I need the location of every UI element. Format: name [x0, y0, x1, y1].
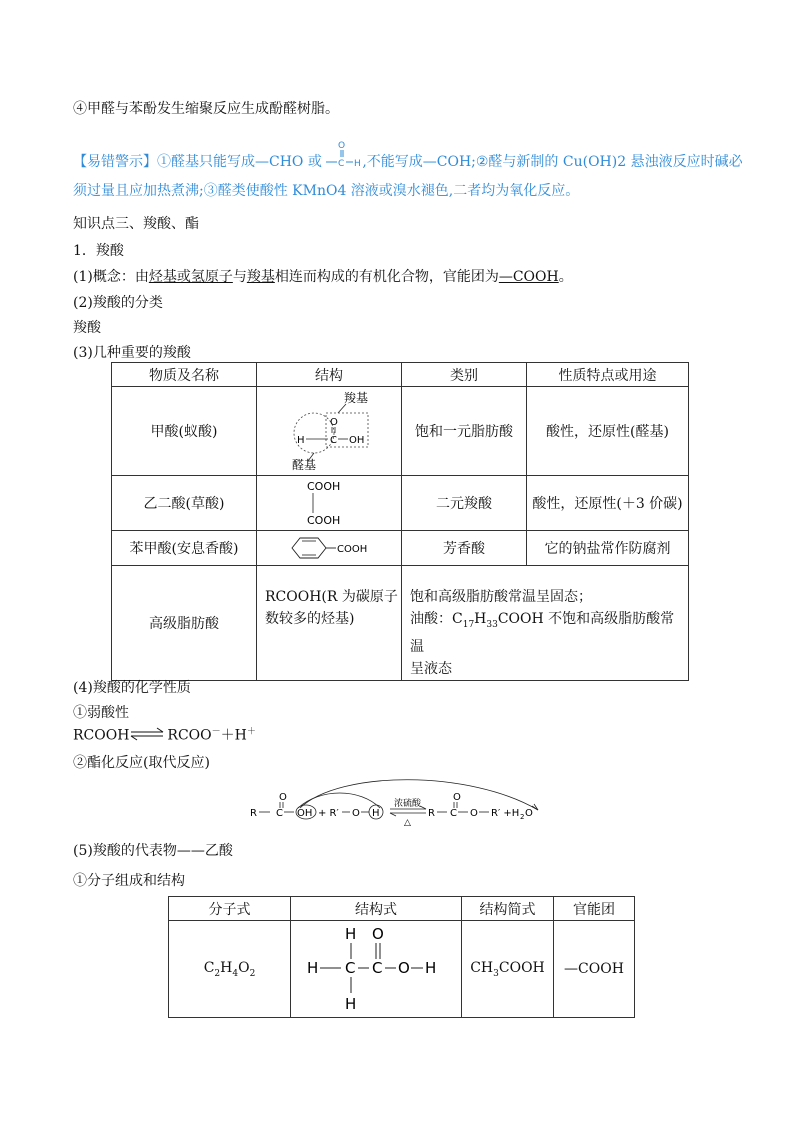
benzoic-acid-structure-diagram	[274, 533, 384, 563]
svg-text:COOH: COOH	[307, 480, 341, 493]
svg-text:R: R	[250, 808, 257, 819]
benzoic-acid-class: 芳香酸	[402, 531, 527, 566]
classification-heading: (2)羧酸的分类	[73, 295, 163, 311]
chemical-properties-heading: (4)羧酸的化学性质	[73, 680, 191, 696]
formic-acid-property: 酸性，还原性(醛基)	[527, 387, 689, 476]
svg-text:O: O	[279, 792, 287, 803]
functional-group: —COOH	[554, 921, 635, 1018]
svg-text:COOH: COOH	[337, 544, 368, 555]
table-header: 分子式	[169, 897, 291, 921]
acetic-acid-heading: (5)羧酸的代表物——乙酸	[73, 843, 233, 859]
molecular-formula: $C_2H_4O_2$	[169, 921, 291, 1018]
svg-text:H: H	[345, 925, 357, 943]
svg-text:O: O	[398, 959, 410, 977]
warning-text-2: ,不能写成—COH;②醛与新制的 Cu(OH)2 悬浊液反应时碱必	[362, 154, 743, 170]
hydrocarbyl-term: 烃基或氢原子	[148, 269, 233, 285]
svg-text:O: O	[352, 808, 360, 819]
acetic-acid-table	[168, 896, 635, 1018]
formic-acid-name: 甲酸(蚁酸)	[112, 387, 257, 476]
esterification-diagram	[250, 770, 550, 830]
svg-text:R′ +H: R′ +H	[491, 808, 520, 819]
svg-text:OH: OH	[297, 808, 313, 819]
table-header: 结构式	[291, 897, 462, 921]
structural-simple-formula: $CH_3COOH$	[462, 921, 554, 1018]
equilibrium-arrow-icon	[129, 727, 167, 741]
paragraph-phenol: ④甲醛与苯酚发生缩聚反应生成酚醛树脂。	[73, 101, 339, 117]
formic-acid-structure	[257, 387, 402, 476]
classification-item: 羧酸	[73, 320, 101, 336]
oxalic-acid-property: 酸性，还原性(＋3 价碳)	[527, 476, 689, 531]
table-header: 结构	[257, 363, 402, 387]
svg-text:R: R	[428, 808, 435, 819]
warning-line-2: 须过量且应加热煮沸;③醛类使酸性 KMnO4 溶液或溴水褪色,二者均为氧化反应。	[73, 183, 580, 199]
svg-text:C: C	[338, 159, 345, 169]
oxalic-acid-structure	[257, 476, 402, 531]
svg-text:O: O	[372, 925, 384, 943]
formic-acid-class: 饱和一元脂肪酸	[402, 387, 527, 476]
higher-fatty-acid-name: 高级脂肪酸	[112, 566, 257, 681]
carboxyl-term: 羧基	[246, 269, 275, 285]
structural-formula	[291, 921, 462, 1018]
svg-text:O: O	[525, 808, 533, 819]
molecular-structure-heading: ①分子组成和结构	[73, 873, 185, 889]
svg-text:O: O	[470, 808, 478, 819]
acetic-acid-structure-diagram	[301, 923, 451, 1015]
concept-line: (1)概念：由烃基或氢原子与羧基相连而构成的有机化合物，官能团为—COOH。	[73, 269, 573, 285]
warning-text-1: ①醛基只能写成—CHO 或	[157, 154, 322, 170]
svg-text:O: O	[453, 792, 461, 803]
svg-text:C: C	[345, 959, 356, 977]
important-acids-heading: (3)几种重要的羧酸	[73, 345, 191, 361]
cooh-term: —COOH	[498, 269, 559, 285]
esterification-heading: ②酯化反应(取代反应)	[73, 755, 210, 771]
weak-acidity-heading: ①弱酸性	[73, 705, 129, 721]
svg-text:+ R′: + R′	[318, 808, 339, 819]
oxalic-acid-name: 乙二酸(草酸)	[112, 476, 257, 531]
benzoic-acid-name: 苯甲酸(安息香酸)	[112, 531, 257, 566]
svg-text:H: H	[297, 435, 305, 446]
svg-text:浓硫酸: 浓硫酸	[394, 799, 422, 809]
svg-text:H: H	[372, 808, 380, 819]
warning-line-1	[73, 140, 743, 171]
svg-text:C: C	[372, 959, 383, 977]
svg-text:2: 2	[520, 813, 525, 821]
table-header: 官能团	[554, 897, 635, 921]
higher-fatty-acid-property: 饱和高级脂肪酸常温呈固态； 油酸：$C_{17}H_{33}COOH$ 不饱和高级脂肪酸常温 呈液态	[402, 566, 689, 681]
section-title-carboxylic-acid-ester: 知识点三、羧酸、酯	[73, 216, 199, 232]
svg-text:△: △	[404, 818, 411, 828]
table-header: 物质及名称	[112, 363, 257, 387]
warning-tag: 【易错警示】	[73, 154, 157, 170]
svg-text:H: H	[354, 159, 362, 169]
svg-text:COOH: COOH	[307, 514, 341, 527]
ionization-equation: RCOOH RCOO－＋H＋	[73, 727, 256, 744]
oxalic-acid-structure-diagram	[289, 478, 369, 528]
aldehyde-group-formula	[326, 140, 362, 170]
important-acids-table	[111, 362, 689, 681]
table-header: 类别	[402, 363, 527, 387]
svg-text:H: H	[307, 959, 319, 977]
benzoic-acid-structure	[257, 531, 402, 566]
svg-text:OH: OH	[349, 435, 365, 446]
svg-text:C: C	[330, 435, 337, 446]
benzoic-acid-property: 它的钠盐常作防腐剂	[527, 531, 689, 566]
higher-fatty-acid-structure: RCOOH(R 为碳原子数较多的烃基)	[257, 566, 402, 681]
svg-text:C: C	[276, 808, 283, 819]
svg-text:H: H	[345, 995, 357, 1013]
svg-text:C: C	[450, 808, 457, 819]
table-header: 性质特点或用途	[527, 363, 689, 387]
table-header: 结构简式	[462, 897, 554, 921]
heading-carboxylic-acid: 1．羧酸	[73, 243, 124, 259]
svg-text:O: O	[338, 141, 346, 151]
svg-text:羧基: 羧基	[344, 391, 369, 405]
svg-text:O: O	[330, 417, 338, 428]
svg-text:醛基: 醛基	[292, 458, 317, 472]
oxalic-acid-class: 二元羧酸	[402, 476, 527, 531]
formic-acid-structure-diagram	[274, 389, 384, 473]
svg-text:H: H	[425, 959, 437, 977]
